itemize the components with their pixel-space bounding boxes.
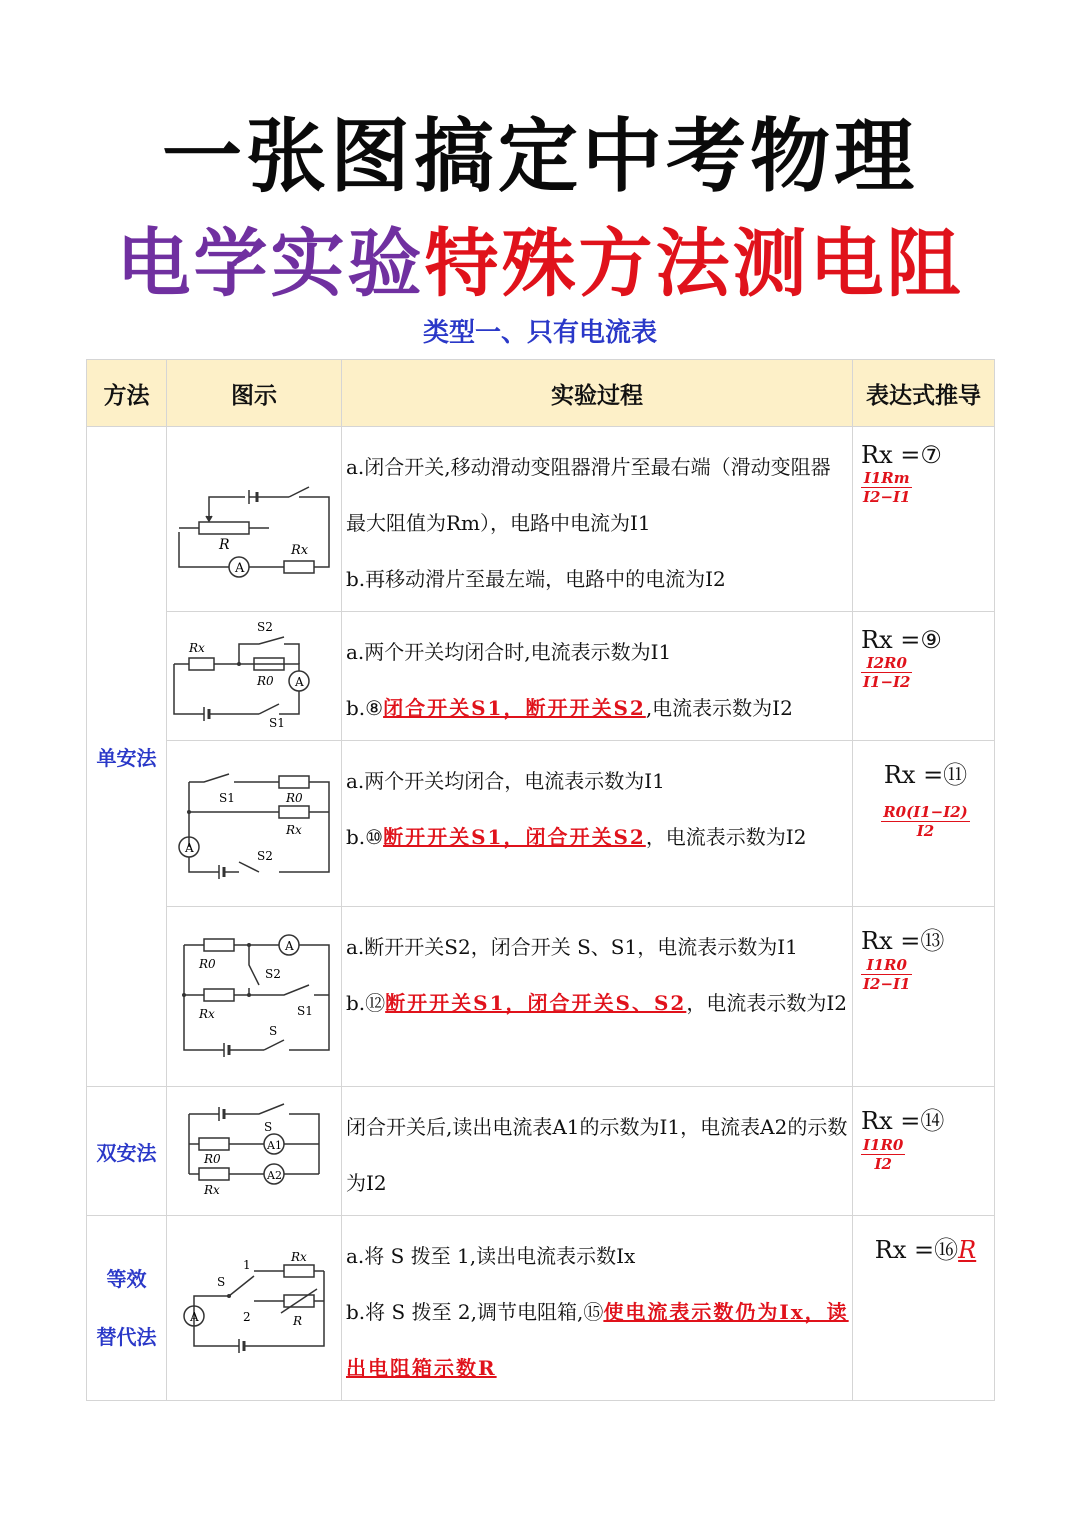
step-b-prefix: b.⑧: [346, 696, 384, 720]
header-process: 实验过程: [342, 360, 853, 427]
process-2: [342, 612, 853, 741]
expr-lhs: Rx =⑨: [861, 626, 942, 654]
method-line-2: 替代法: [96, 1325, 157, 1349]
label-Rx: Rx: [286, 822, 302, 837]
answer-blank: 断开开关S1，闭合开关S、S2: [385, 991, 687, 1015]
answer-blank: 闭合开关S1，断开开关S2: [383, 696, 646, 720]
subtitle-red: 特殊方法测电阻: [424, 221, 964, 307]
method-equivalent-substitution: [87, 1216, 167, 1401]
method-double-ammeter: 双安法: [87, 1087, 167, 1216]
step-b-suffix: ,电流表示数为I2: [645, 696, 793, 720]
table-row: [87, 612, 995, 741]
expr-denominator: I2−I1: [863, 488, 911, 506]
label-Rx: Rx: [291, 1251, 307, 1264]
label-S1: S1: [269, 716, 285, 729]
expr-numerator: I2R0: [861, 654, 912, 673]
step-b: [346, 809, 850, 865]
label-R0: R0: [286, 790, 303, 805]
label-Rx: Rx: [199, 1006, 215, 1021]
label-S: S: [217, 1275, 226, 1289]
method-line-1: 等效: [106, 1267, 147, 1291]
label-S: S: [264, 1120, 273, 1134]
label-R0: R0: [257, 674, 274, 688]
circuit-diagram-1: [167, 427, 342, 612]
expr-denominator: I2−I1: [863, 975, 911, 993]
process-3: [342, 741, 853, 907]
label-A: A: [235, 561, 245, 576]
label-S1: S1: [219, 790, 235, 805]
circuit-2-svg: [169, 619, 339, 729]
expr-answer: R: [958, 1236, 977, 1264]
label-S2: S2: [257, 620, 273, 634]
method-single-ammeter: 单安法: [87, 427, 167, 1087]
label-pos2: 2: [243, 1310, 251, 1324]
step-b-suffix: ，电流表示数为I2: [645, 825, 807, 849]
process-5: [342, 1087, 853, 1216]
expr-denominator: I1−I2: [863, 673, 911, 691]
header-diagram: 图示: [167, 360, 342, 427]
label-A: A: [285, 938, 294, 953]
step-b: [346, 975, 850, 1031]
label-R0: R0: [204, 1152, 221, 1166]
expr-fraction: [861, 654, 912, 691]
table-row: [87, 427, 995, 612]
step-b-prefix: b.⑫: [346, 991, 386, 1015]
process-6: [342, 1216, 853, 1401]
experiment-table: [86, 359, 995, 1401]
label-A2: A2: [267, 1169, 282, 1182]
expr-numerator: I1R0: [863, 1136, 904, 1154]
header-expression: 表达式推导: [853, 360, 995, 427]
header-method: 方法: [87, 360, 167, 427]
step-b-suffix: ，电流表示数为I2: [686, 991, 847, 1015]
step-b-prefix: b.⑩: [346, 825, 384, 849]
label-R0: R0: [199, 956, 216, 971]
expression-3: [853, 741, 995, 907]
circuit-1-svg: [169, 452, 339, 582]
expression-6: [853, 1216, 995, 1401]
expr-lhs: Rx =⑯: [874, 1236, 959, 1264]
circuit-diagram-5: [167, 1087, 342, 1216]
label-A: A: [190, 1310, 199, 1324]
expr-denominator: I2: [874, 1155, 892, 1173]
step-a: a.将 S 拨至 1,读出电流表示数Ix: [346, 1244, 636, 1268]
circuit-4-svg: [169, 930, 339, 1060]
expression-1: [853, 427, 995, 612]
label-S2: S2: [265, 966, 281, 981]
circuit-6-svg: [169, 1251, 339, 1361]
expression-2: [853, 612, 995, 741]
label-Rx: Rx: [189, 641, 205, 655]
expr-lhs: Rx =⑪: [883, 761, 968, 789]
step-a: 闭合开关后,读出电流表A1的示数为I1，电流表A2的示数为I2: [346, 1115, 848, 1195]
page-title: 一张图搞定中考物理: [162, 110, 918, 203]
expr-numerator: I1Rm: [861, 469, 912, 488]
label-S1: S1: [297, 1003, 313, 1018]
table-header-row: [87, 360, 995, 427]
expr-fraction: [881, 803, 970, 840]
step-a: a.闭合开关,移动滑动变阻器滑片至最右端（滑动变阻器最大阻值为Rm），电路中电流为I1: [346, 455, 831, 535]
process-1: [342, 427, 853, 612]
circuit-diagram-6: [167, 1216, 342, 1401]
expression-4: [853, 907, 995, 1087]
step-a: a.断开开关S2，闭合开关 S、S1，电流表示数为I1: [346, 935, 798, 959]
circuit-diagram-4: [167, 907, 342, 1087]
process-4: [342, 907, 853, 1087]
expr-denominator: I2: [916, 822, 935, 840]
step-a: a.两个开关均闭合时,电流表示数为I1: [346, 640, 672, 664]
answer-blank: 使电流表示数仍为Ix，读出电阻箱示数R: [346, 1300, 849, 1380]
circuit-diagram-3: [167, 741, 342, 907]
expression-5: [853, 1087, 995, 1216]
circuit-diagram-2: [167, 612, 342, 741]
expr-lhs: Rx =⑭: [861, 1107, 945, 1135]
step-b: [346, 680, 850, 736]
circuit-5-svg: [169, 1099, 339, 1199]
label-Rx: Rx: [204, 1183, 220, 1197]
step-b-prefix: b.将 S 拨至 2,调节电阻箱,⑮: [346, 1300, 604, 1324]
page-subtitle: [0, 205, 1080, 311]
table-row: [87, 1216, 995, 1401]
label-S: S: [269, 1023, 278, 1038]
label-R: R: [219, 537, 230, 553]
label-A1: A1: [267, 1139, 282, 1152]
subtitle-purple: 电学实验: [116, 221, 425, 307]
label-R: R: [293, 1314, 303, 1328]
label-A: A: [185, 840, 194, 855]
circuit-3-svg: [169, 762, 339, 882]
expr-lhs: Rx =⑬: [861, 927, 945, 955]
section-heading: 类型一、只有电流表: [422, 318, 657, 348]
label-Rx: Rx: [291, 543, 309, 558]
answer-blank: 断开开关S1，闭合开关S2: [383, 825, 646, 849]
label-A: A: [295, 675, 304, 689]
expr-fraction: [861, 1136, 905, 1173]
label-S2: S2: [257, 848, 273, 863]
step-b: b.再移动滑片至最左端，电路中的电流为I2: [346, 567, 726, 591]
table-row: [87, 1087, 995, 1216]
step-b: [346, 1284, 850, 1396]
table-row: [87, 907, 995, 1087]
expr-fraction: [861, 469, 912, 506]
table-row: [87, 741, 995, 907]
expr-lhs: Rx =⑦: [861, 441, 942, 469]
label-pos1: 1: [243, 1258, 251, 1272]
expr-fraction: [861, 956, 912, 993]
step-a: a.两个开关均闭合，电流表示数为I1: [346, 769, 665, 793]
expr-numerator: I1R0: [861, 956, 912, 975]
expr-numerator: R0(I1−I2): [883, 803, 968, 821]
